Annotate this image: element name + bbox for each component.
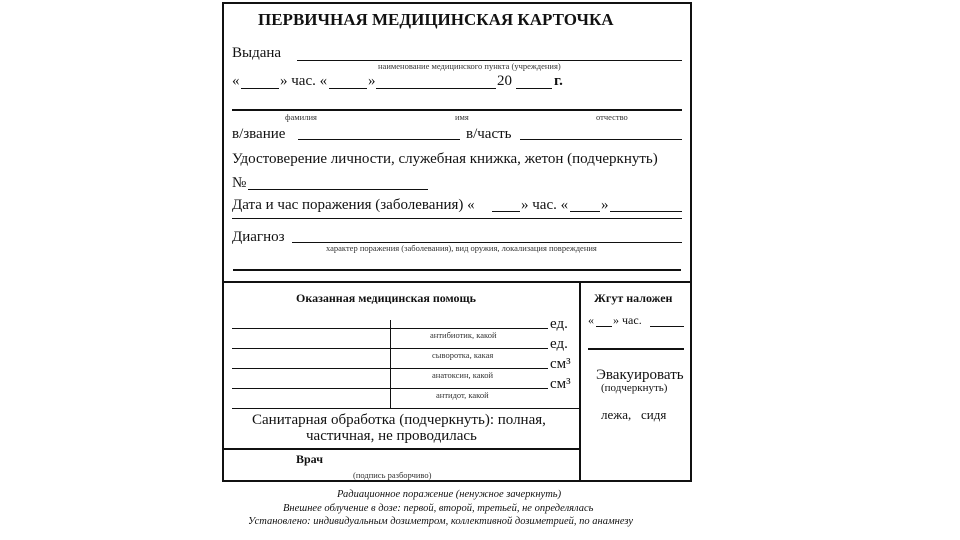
- year-prefix: 20: [497, 73, 512, 89]
- surname-caption: фамилия: [285, 112, 317, 122]
- number-field[interactable]: [248, 189, 428, 190]
- year-suffix: г.: [554, 73, 563, 89]
- injury-date-end: »: [601, 197, 609, 213]
- id-document-options[interactable]: Удостоверение личности, служебная книжка, жетон (подчеркнуть): [232, 151, 658, 167]
- injury-day-field[interactable]: [570, 211, 600, 212]
- serum-field[interactable]: [232, 348, 548, 349]
- issued-caption: наименование медицинского пункта (учреждения): [378, 61, 561, 71]
- antibiotic-unit: ед.: [550, 316, 568, 332]
- anatoxin-unit: см³: [550, 356, 571, 372]
- anatoxin-field[interactable]: [232, 368, 548, 369]
- rank-label: в/звание: [232, 126, 286, 142]
- section-divider: [222, 281, 692, 283]
- antibiotic-caption: антибиотик, какой: [430, 330, 497, 340]
- date-mid: » час. «: [280, 73, 328, 89]
- doctor-signature-caption: (подпись разборчиво): [353, 470, 432, 480]
- patronymic-caption: отчество: [596, 112, 628, 122]
- evacuate-options[interactable]: лежа, сидя: [601, 407, 667, 422]
- injury-month-field[interactable]: [610, 211, 682, 212]
- tourniquet-mid: » час.: [613, 313, 642, 327]
- injury-date-label: Дата и час поражения (заболевания) «: [232, 197, 475, 213]
- serum-caption: сыворотка, какая: [432, 350, 494, 360]
- full-name-field[interactable]: [232, 109, 682, 111]
- name-caption: имя: [455, 112, 469, 122]
- evacuate-label: Эвакуировать: [596, 367, 684, 383]
- injury-hour-field[interactable]: [492, 211, 520, 212]
- diagnosis-field-2[interactable]: [233, 269, 681, 271]
- diagnosis-label: Диагноз: [232, 229, 285, 245]
- column-divider: [579, 281, 581, 482]
- evacuate-note: (подчеркнуть): [601, 382, 668, 394]
- aid-title: Оказанная медицинская помощь: [296, 291, 477, 305]
- card-title: ПЕРВИЧНАЯ МЕДИЦИНСКАЯ КАРТОЧКА: [258, 10, 614, 29]
- doctor-divider: [222, 448, 580, 450]
- injury-extra-line: [232, 218, 682, 219]
- issued-label: Выдана: [232, 45, 282, 61]
- injury-date-mid: » час. «: [521, 197, 569, 213]
- antidote-unit: см³: [550, 376, 571, 392]
- radiation-method-options[interactable]: Установлено: индивидуальным дозиметром, коллективной дозиметрией, по анамнезу: [248, 516, 634, 527]
- tourniquet-open: «: [588, 313, 594, 327]
- unit-label: в/часть: [466, 126, 512, 142]
- date-open: «: [232, 73, 240, 89]
- doctor-label: Врач: [296, 452, 323, 466]
- number-label: №: [232, 175, 247, 191]
- tourniquet-minute-field[interactable]: [650, 326, 684, 327]
- date-close: »: [368, 73, 376, 89]
- sanitary-options-2[interactable]: частичная, не проводилась: [306, 428, 477, 444]
- antidote-caption: антидот, какой: [436, 390, 489, 400]
- radiation-dose-options[interactable]: Внешнее облучение в дозе: первой, второй, третьей, не определялась: [283, 503, 594, 514]
- diagnosis-caption: характер поражения (заболевания), вид оружия, локализация повреждения: [326, 243, 597, 253]
- anatoxin-caption: анатоксин, какой: [432, 370, 494, 380]
- rank-field[interactable]: [298, 139, 460, 140]
- aid-inner-divider: [390, 320, 391, 408]
- day-field[interactable]: [329, 88, 367, 89]
- hour-field[interactable]: [241, 88, 279, 89]
- unit-field[interactable]: [520, 139, 682, 140]
- aid-bottom-line: [232, 408, 579, 409]
- tourniquet-hour-field[interactable]: [596, 326, 612, 327]
- serum-unit: ед.: [550, 336, 568, 352]
- month-field[interactable]: [376, 88, 496, 89]
- tourniquet-extra-field[interactable]: [588, 348, 684, 350]
- antibiotic-field[interactable]: [232, 328, 548, 329]
- antidote-field[interactable]: [232, 388, 548, 389]
- year-field[interactable]: [516, 88, 552, 89]
- tourniquet-title: Жгут наложен: [594, 291, 673, 305]
- radiation-title: Радиационное поражение (ненужное зачеркнуть): [337, 489, 562, 500]
- sanitary-options[interactable]: Санитарная обработка (подчеркнуть): полная,: [252, 412, 546, 428]
